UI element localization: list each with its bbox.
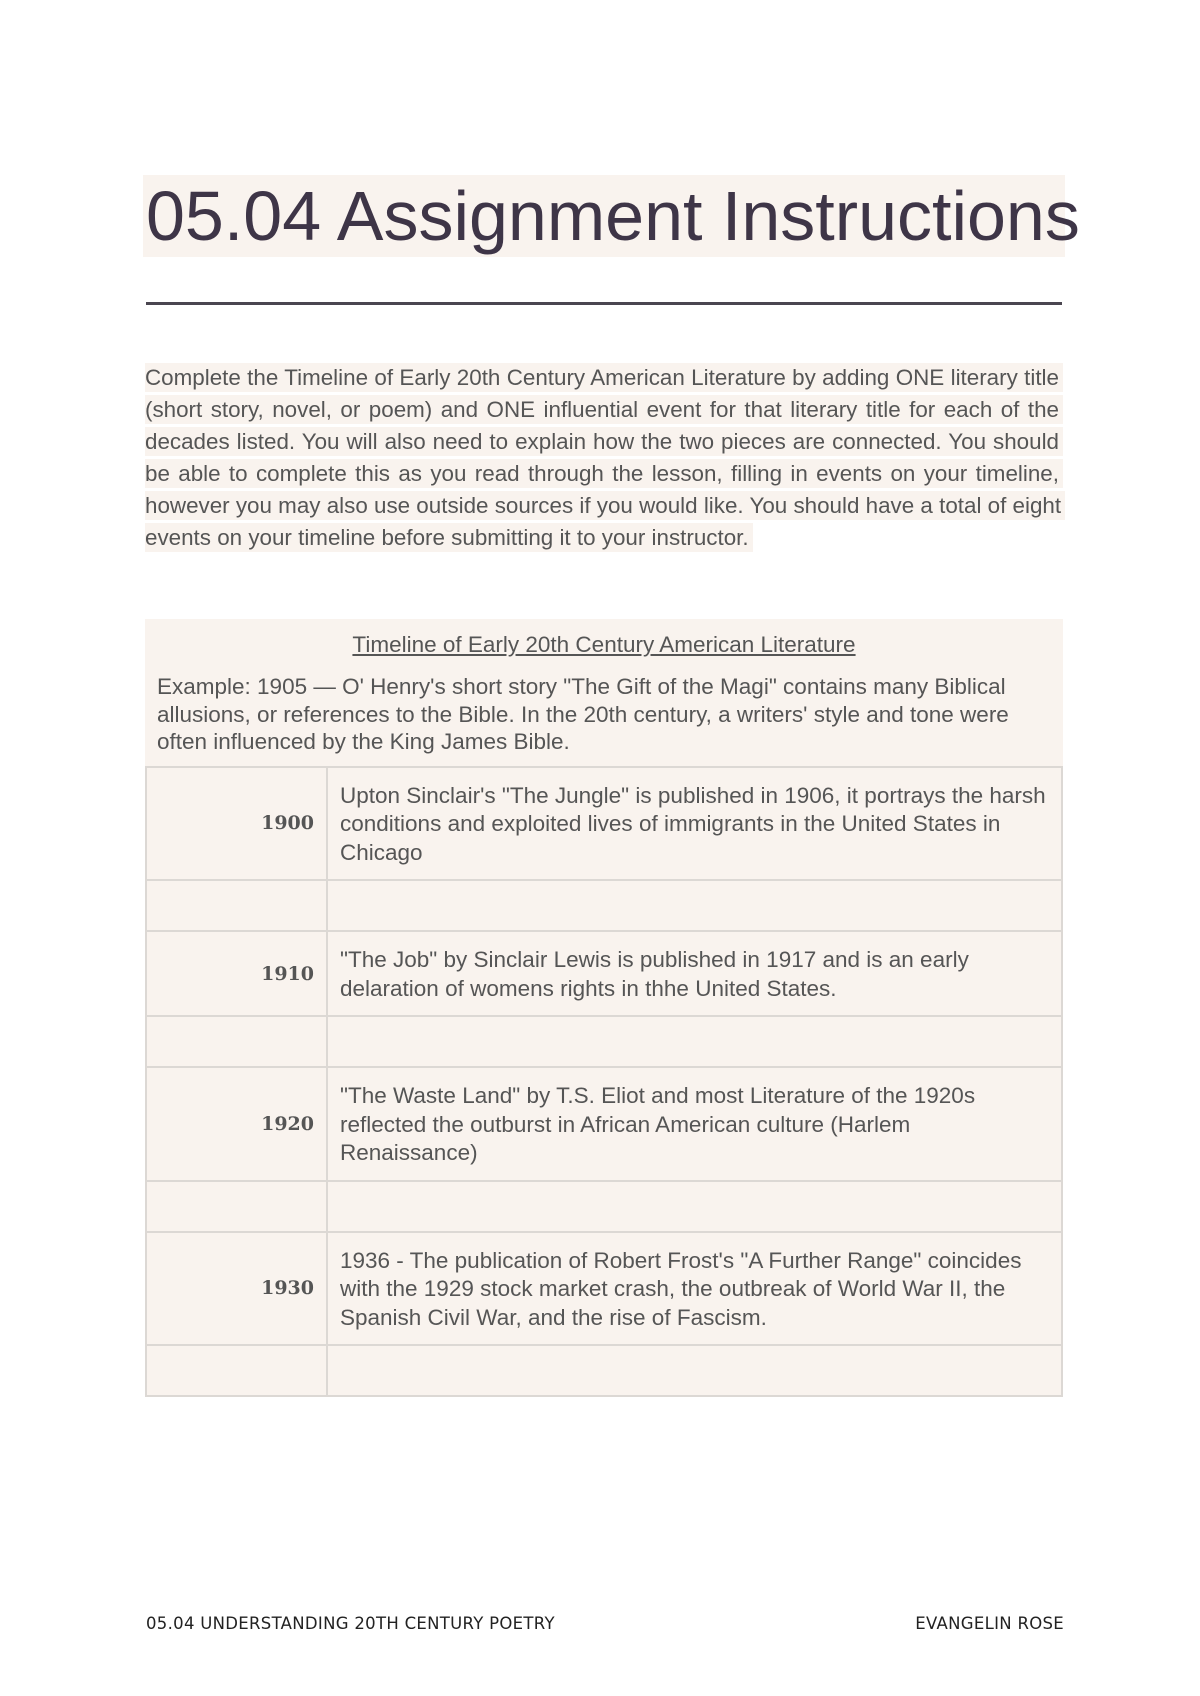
year-cell: 1900: [146, 767, 327, 881]
year-cell: 1920: [146, 1067, 327, 1181]
event-cell: "The Job" by Sinclair Lewis is published in 1917 and is an early delaration of womens rights in thhe United States.: [327, 931, 1062, 1016]
table-row: [146, 1067, 1062, 1181]
empty-cell: [146, 1181, 327, 1232]
event-cell: 1936 - The publication of Robert Frost's "A Further Range" coincides with the 1929 stock market crash, the outbreak of World War II, the Spanish Civil War, and the rise of Fascism.: [327, 1232, 1062, 1346]
timeline-header: [145, 619, 1063, 766]
footer-author: EVANGELIN ROSE: [915, 1614, 1064, 1633]
empty-cell: [146, 880, 327, 931]
empty-row: [146, 1345, 1062, 1396]
empty-row: [146, 1181, 1062, 1232]
empty-cell: [146, 1016, 327, 1067]
empty-cell: [327, 1016, 1062, 1067]
event-cell: "The Waste Land" by T.S. Eliot and most Literature of the 1920s reflected the outburst in African American culture (Harlem Renaissance): [327, 1067, 1062, 1181]
instructions-text: Complete the Timeline of Early 20th Century American Literature by adding ONE literary title (short story, novel, or poem) and ONE influential event for that literary title for each of the decades listed. You will also need to explain how the two pieces are connected. You should be able to complete this as you read through the lesson, filling in events on your timeline, however you may also use outside sources if you would like. You should have a total of eight events on your timeline before submitting it to your instructor.: [145, 363, 1065, 552]
timeline-grid: [145, 766, 1063, 1398]
instructions-paragraph: [145, 362, 1063, 554]
footer-course: 05.04 UNDERSTANDING 20TH CENTURY POETRY: [146, 1614, 555, 1633]
event-cell: Upton Sinclair's "The Jungle" is published in 1906, it portrays the harsh conditions and exploited lives of immigrants in the United States in Chicago: [327, 767, 1062, 881]
page-title: 05.04 Assignment Instructions: [146, 177, 1080, 255]
year-cell: 1930: [146, 1232, 327, 1346]
empty-cell: [327, 1181, 1062, 1232]
timeline-table: [145, 619, 1063, 1397]
table-row: [146, 1232, 1062, 1346]
timeline-example: Example: 1905 — O' Henry's short story "The Gift of the Magi" contains many Biblical allusions, or references to the Bible. In the 20th century, a writers' style and tone were often influenced by the King James Bible.: [157, 674, 1009, 754]
table-row: [146, 767, 1062, 881]
year-cell: 1910: [146, 931, 327, 1016]
empty-cell: [327, 1345, 1062, 1396]
title-divider: [146, 302, 1062, 305]
timeline-title: Timeline of Early 20th Century American Literature: [352, 632, 856, 657]
table-row: [146, 931, 1062, 1016]
empty-row: [146, 880, 1062, 931]
empty-cell: [146, 1345, 327, 1396]
empty-row: [146, 1016, 1062, 1067]
empty-cell: [327, 880, 1062, 931]
